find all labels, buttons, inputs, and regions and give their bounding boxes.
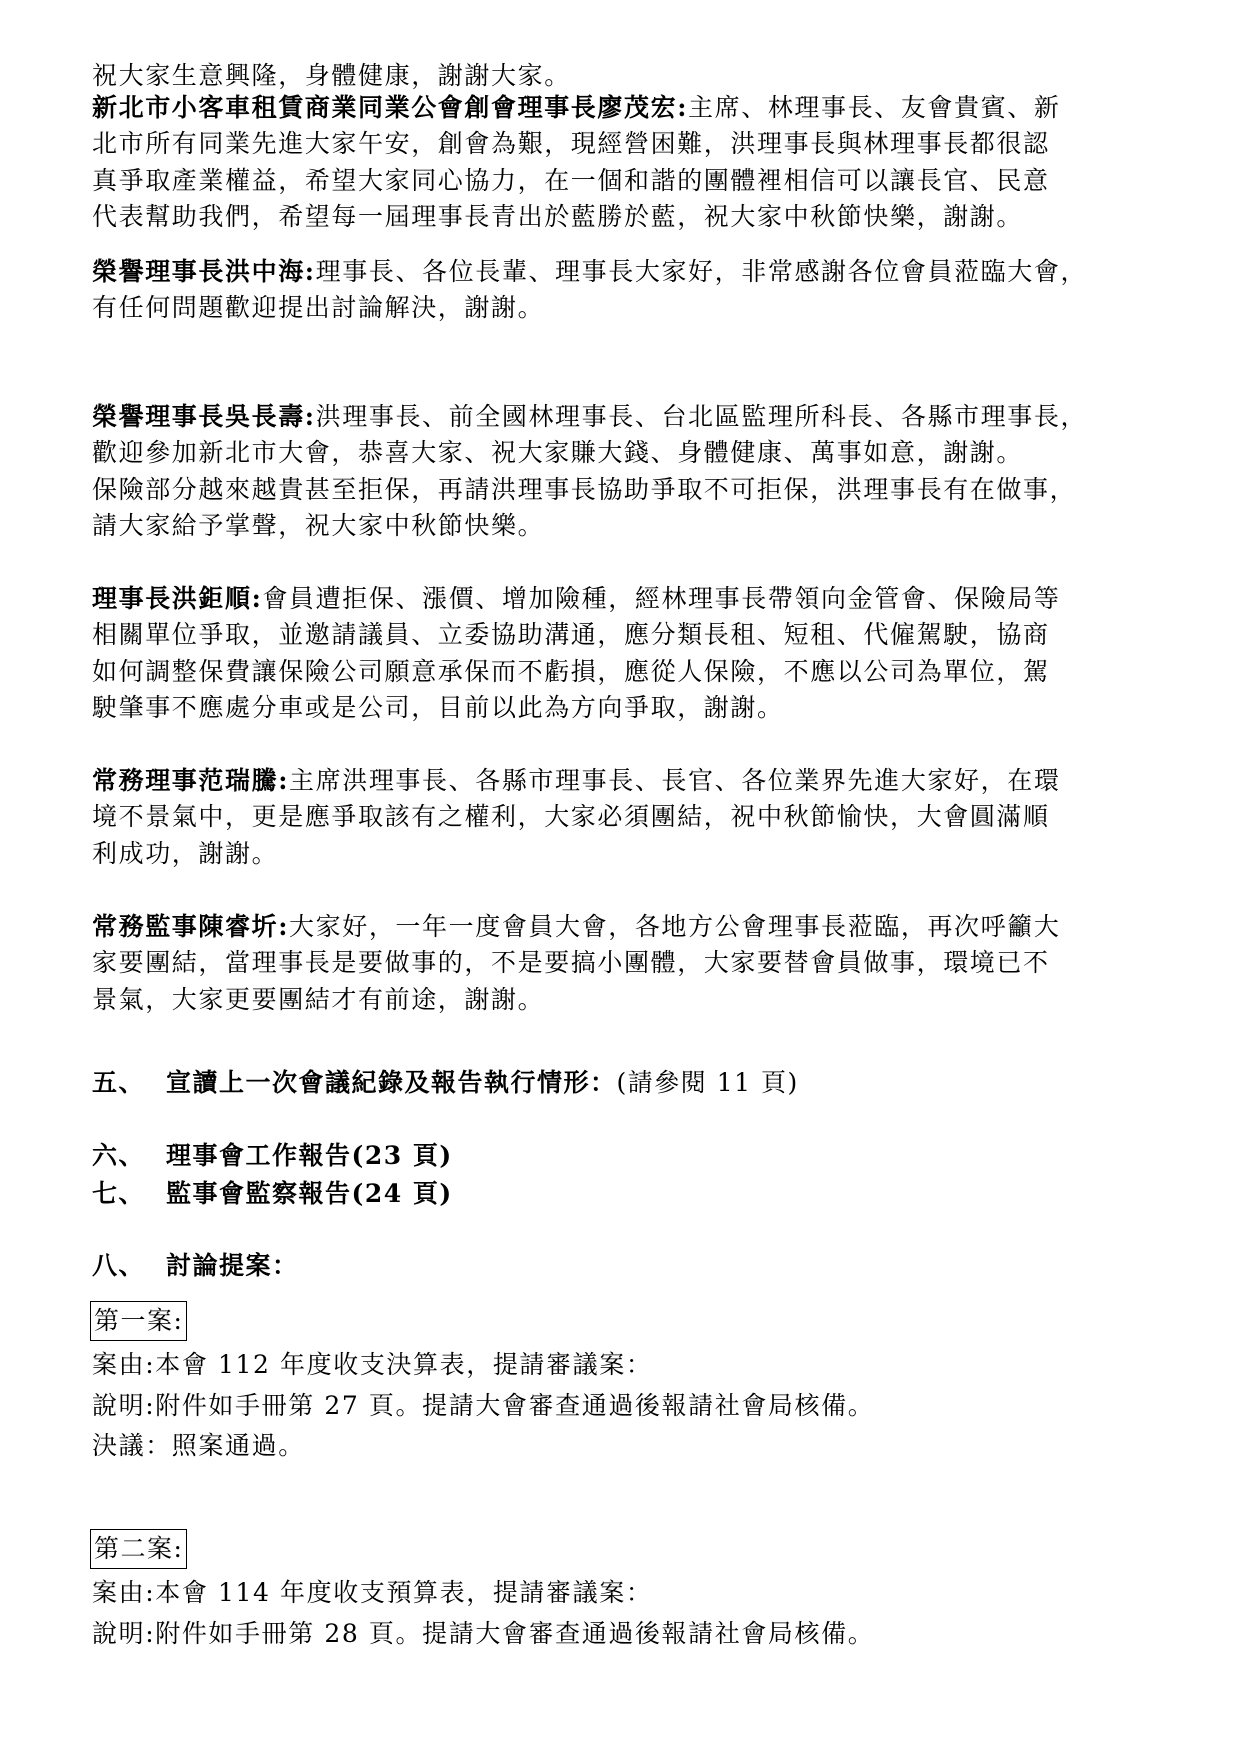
speaker-name: 新北市小客車租賃商業同業公會創會理事長廖茂宏: bbox=[92, 93, 689, 122]
section-note: (請參閱 11 頁) bbox=[616, 1068, 799, 1097]
section-number: 七、 bbox=[92, 1179, 146, 1208]
speech-line: 如何調整保費讓保險公司願意承保而不虧損，應從人保險，不應以公司為單位，駕 bbox=[92, 656, 1050, 686]
intro-line: 祝大家生意興隆，身體健康，謝謝大家。 bbox=[92, 61, 571, 90]
speech-line: 理事長、各位長輩、理事長大家好，非常感謝各位會員蒞臨大會， bbox=[315, 257, 1088, 286]
speech-paragraph bbox=[92, 909, 1162, 1018]
speech-line: 境不景氣中，更是應爭取該有之權利，大家必須團結，祝中秋節愉快，大會圓滿順 bbox=[92, 802, 1050, 832]
section-title: 理事會工作報告(23 頁) bbox=[166, 1141, 453, 1170]
speech-line: 利成功，謝謝。 bbox=[92, 838, 279, 868]
speech-paragraph bbox=[92, 90, 1162, 235]
speech-line: 主席洪理事長、各縣市理事長、長官、各位業界先進大家好，在環 bbox=[289, 766, 1061, 795]
speech-line: 大家好，一年一度會員大會，各地方公會理事長蒞臨，再次呼籲大 bbox=[289, 912, 1061, 941]
section-heading bbox=[92, 1063, 799, 1103]
speaker-name: 理事長洪鉅順: bbox=[92, 584, 263, 613]
section-heading bbox=[92, 1174, 453, 1214]
section-number: 八、 bbox=[92, 1251, 146, 1280]
speech-line: 代表幫助我們，希望每一屆理事長青出於藍勝於藍，祝大家中秋節快樂，謝謝。 bbox=[92, 201, 1024, 231]
speech-line: 北市所有同業先進大家午安，創會為艱，現經營困難，洪理事長與林理事長都很認 bbox=[92, 129, 1050, 159]
speech-line: 請大家給予掌聲，祝大家中秋節快樂。 bbox=[92, 510, 545, 540]
speech-line: 家要團結，當理事長是要做事的，不是要搞小團體，大家要替會員做事，環境已不 bbox=[92, 948, 1050, 978]
speaker-name: 榮譽理事長吳長壽: bbox=[92, 402, 316, 431]
speech-paragraph bbox=[92, 254, 1162, 327]
speech-paragraph bbox=[92, 763, 1162, 872]
speech-line: 真爭取產業權益，希望大家同心協力，在一個和諧的團體裡相信可以讓長官、民意 bbox=[92, 165, 1050, 195]
speech-paragraph bbox=[92, 399, 1162, 544]
speech-line: 主席、林理事長、友會貴賓、新 bbox=[688, 93, 1061, 122]
speech-line: 景氣，大家更要團結才有前途，謝謝。 bbox=[92, 984, 545, 1014]
speaker-name: 常務理事范瑞騰: bbox=[92, 766, 290, 795]
case-line: 決議：照案通過。 bbox=[92, 1431, 305, 1460]
section-heading bbox=[92, 1136, 453, 1176]
case-line: 說明:附件如手冊第 27 頁。提請大會審查通過後報請社會局核備。 bbox=[92, 1391, 875, 1420]
case-line: 案由:本會 112 年度收支決算表，提請審議案： bbox=[92, 1350, 653, 1379]
section-number: 五、 bbox=[92, 1068, 146, 1097]
case-line: 說明:附件如手冊第 28 頁。提請大會審查通過後報請社會局核備。 bbox=[92, 1619, 875, 1648]
section-number: 六、 bbox=[92, 1141, 146, 1170]
section-title: 監事會監察報告(24 頁) bbox=[166, 1179, 453, 1208]
intro-paragraph bbox=[92, 58, 1162, 94]
case-label-box: 第二案: bbox=[90, 1529, 187, 1569]
speech-line: 相關單位爭取，並邀請議員、立委協助溝通，應分類長租、短租、代僱駕駛，協商 bbox=[92, 620, 1050, 650]
speech-line: 歡迎參加新北市大會，恭喜大家、祝大家賺大錢、身體健康、萬事如意，謝謝。 bbox=[92, 438, 1024, 468]
speaker-name: 榮譽理事長洪中海: bbox=[92, 257, 316, 286]
speech-line: 會員遭拒保、漲價、增加險種，經林理事長帶領向金管會、保險局等 bbox=[262, 584, 1061, 613]
speech-line: 保險部分越來越貴甚至拒保，再請洪理事長協助爭取不可拒保，洪理事長有在做事， bbox=[92, 474, 1077, 504]
speech-line: 洪理事長、前全國林理事長、台北區監理所科長、各縣市理事長， bbox=[315, 402, 1088, 431]
speech-line: 駛肇事不應處分車或是公司，目前以此為方向爭取，謝謝。 bbox=[92, 692, 784, 722]
speech-line: 有任何問題歡迎提出討論解決，謝謝。 bbox=[92, 293, 545, 323]
case-label-box: 第一案: bbox=[90, 1301, 187, 1341]
case-line: 案由:本會 114 年度收支預算表，提請審議案： bbox=[92, 1578, 653, 1607]
speaker-name: 常務監事陳睿圻: bbox=[92, 912, 290, 941]
section-heading bbox=[92, 1246, 299, 1286]
section-title: 討論提案： bbox=[166, 1251, 299, 1280]
section-title: 宣讀上一次會議紀錄及報告執行情形： bbox=[166, 1068, 617, 1097]
speech-paragraph bbox=[92, 581, 1162, 726]
